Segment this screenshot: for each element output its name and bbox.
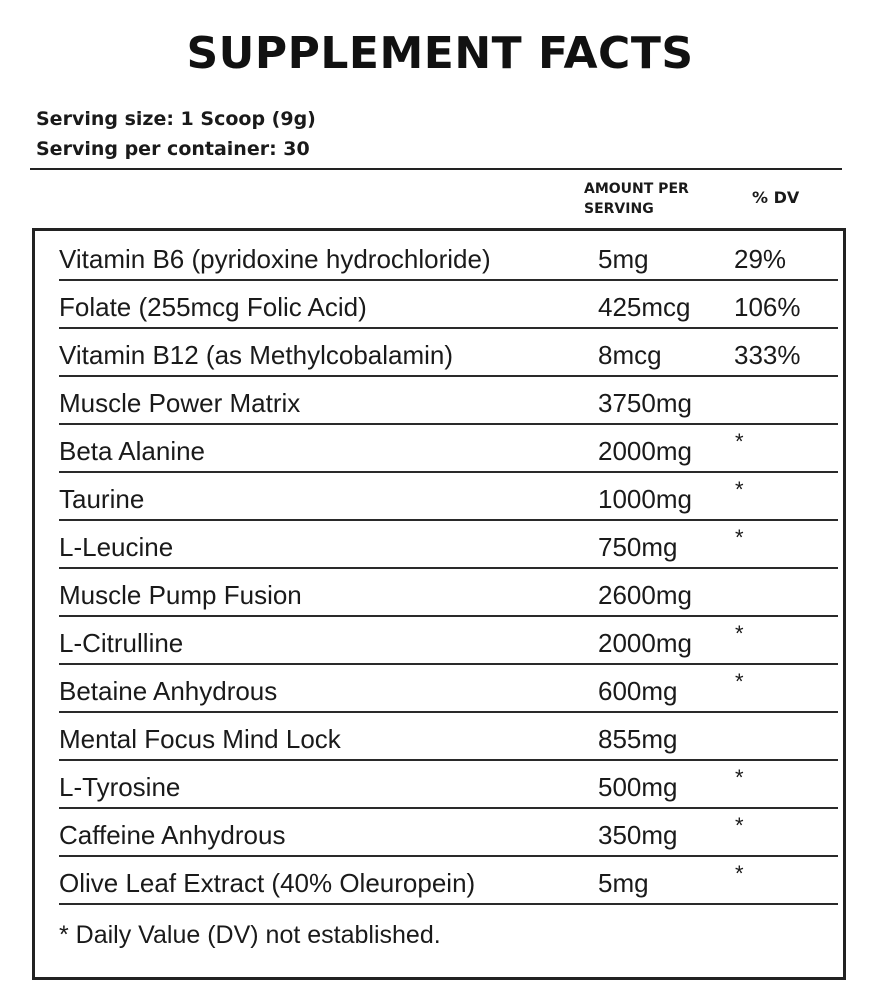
ingredient-name: Taurine	[59, 484, 145, 514]
ingredient-dv: 29%	[734, 244, 787, 274]
ingredient-dv: *	[735, 765, 744, 790]
ingredient-amount: 855mg	[598, 724, 678, 754]
ingredient-amount: 2000mg	[598, 436, 692, 466]
table-row	[59, 807, 838, 857]
servings-per-container: Serving per container: 30	[36, 138, 310, 160]
ingredient-name: Vitamin B12 (as Methylcobalamin)	[59, 340, 454, 370]
ingredient-amount: 425mcg	[598, 292, 691, 322]
ingredient-amount: 2000mg	[598, 628, 692, 658]
footnote: * Daily Value (DV) not established.	[59, 921, 441, 949]
ingredient-dv: *	[735, 861, 744, 886]
facts-table	[32, 228, 846, 980]
table-row	[59, 711, 838, 761]
table-row	[59, 615, 838, 665]
table-row	[59, 375, 838, 425]
ingredient-name: Beta Alanine	[59, 436, 206, 466]
ingredient-name: Mental Focus Mind Lock	[59, 724, 341, 754]
ingredient-dv: *	[735, 477, 744, 502]
daily-value-header: % DV	[752, 188, 800, 207]
amount-per-serving-header	[584, 179, 724, 219]
ingredient-dv: *	[735, 669, 744, 694]
ingredient-amount: 5mg	[598, 244, 649, 274]
ingredient-amount: 3750mg	[598, 388, 692, 418]
ingredient-name: Caffeine Anhydrous	[59, 820, 286, 850]
ingredient-name: Muscle Power Matrix	[59, 388, 301, 418]
ingredient-amount: 5mg	[598, 868, 649, 898]
ingredient-amount: 600mg	[598, 676, 678, 706]
table-row	[59, 567, 838, 617]
page-title: SUPPLEMENT FACTS	[186, 28, 694, 79]
table-row	[59, 759, 838, 809]
ingredient-dv: 333%	[734, 340, 801, 370]
ingredient-name: Olive Leaf Extract (40% Oleuropein)	[59, 868, 476, 898]
ingredient-dv: *	[735, 621, 744, 646]
ingredient-name: L-Tyrosine	[59, 772, 181, 802]
ingredient-dv: *	[735, 429, 744, 454]
ingredient-name: Folate (255mcg Folic Acid)	[59, 292, 367, 322]
table-row	[59, 663, 838, 713]
ingredient-name: Vitamin B6 (pyridoxine hydrochloride)	[59, 244, 491, 274]
ingredient-dv: 106%	[734, 292, 801, 322]
ingredient-amount: 2600mg	[598, 580, 692, 610]
ingredient-name: L-Citrulline	[59, 628, 184, 658]
table-row	[59, 519, 838, 569]
ingredient-amount: 8mcg	[598, 340, 662, 370]
ingredient-name: L-Leucine	[59, 532, 174, 562]
table-row	[59, 423, 838, 473]
ingredient-name: Muscle Pump Fusion	[59, 580, 302, 610]
table-row	[59, 855, 838, 905]
ingredient-amount: 500mg	[598, 772, 678, 802]
header-divider	[30, 168, 842, 170]
amount-header-line-2: SERVING	[584, 201, 654, 217]
table-row	[59, 327, 838, 377]
ingredient-amount: 1000mg	[598, 484, 692, 514]
ingredient-dv: *	[735, 525, 744, 550]
ingredient-amount: 750mg	[598, 532, 678, 562]
ingredient-dv: *	[735, 813, 744, 838]
serving-size: Serving size: 1 Scoop (9g)	[36, 108, 316, 130]
amount-header-line-1: AMOUNT PER	[584, 181, 689, 197]
ingredient-name: Betaine Anhydrous	[59, 676, 278, 706]
table-row	[59, 471, 838, 521]
ingredient-amount: 350mg	[598, 820, 678, 850]
table-row	[59, 279, 838, 329]
table-row	[59, 231, 838, 281]
